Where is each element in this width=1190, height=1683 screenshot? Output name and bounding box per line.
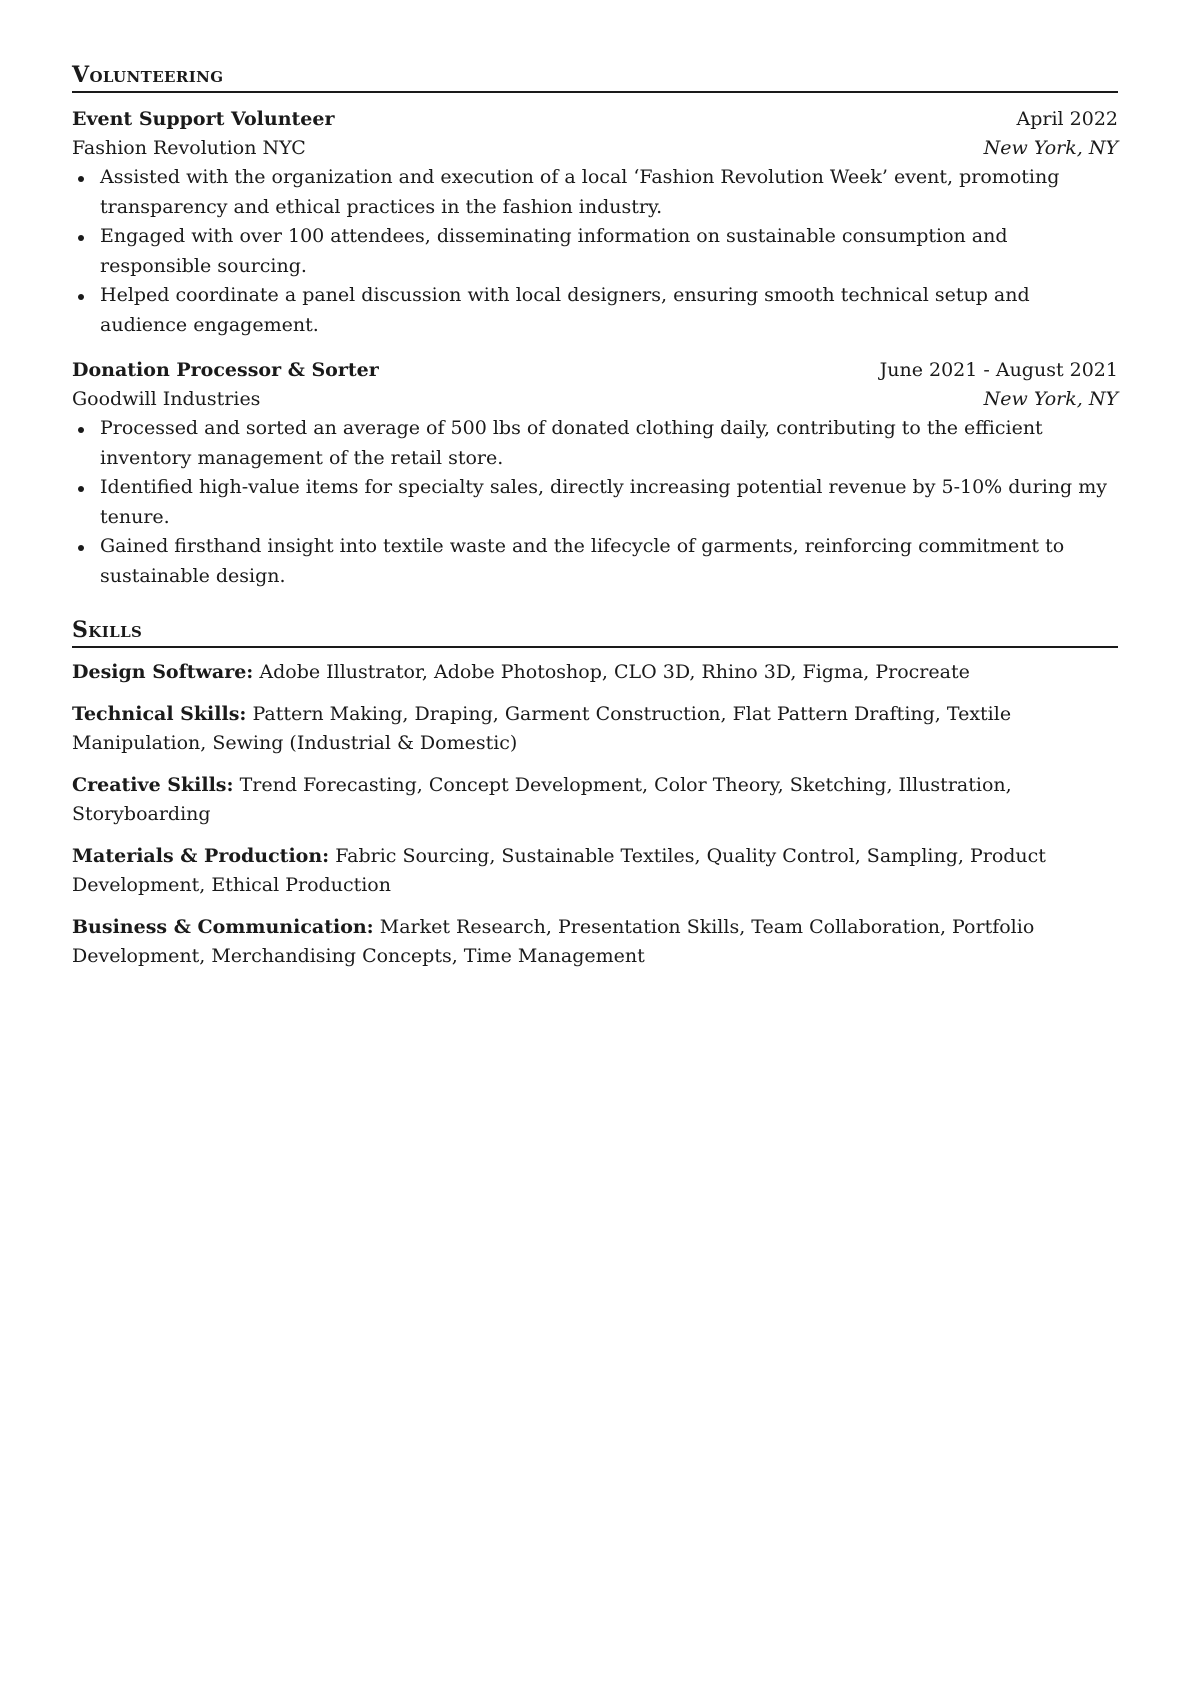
skill-line xyxy=(72,842,1118,901)
bullet-icon xyxy=(78,176,84,182)
skill-label: Materials & Production: xyxy=(72,844,330,867)
bullet-item xyxy=(72,532,1118,591)
entry-role: Donation Processor & Sorter xyxy=(72,359,379,381)
entry-bullets xyxy=(72,414,1118,591)
entry-organization: Goodwill Industries xyxy=(72,388,261,410)
skill-value: Pattern Making, Draping, Garment Construction, Flat Pattern Drafting, Textile Manipulation, Sewing (Industrial & Domestic) xyxy=(72,702,1012,754)
entry-role: Event Support Volunteer xyxy=(72,108,335,130)
bullet-text: Gained firsthand insight into textile waste and the lifecycle of garments, reinforcing commitment to sustainable design. xyxy=(100,535,1065,587)
skill-label: Technical Skills: xyxy=(72,702,247,725)
bullet-icon xyxy=(78,294,84,300)
volunteer-entry xyxy=(72,356,1118,591)
entry-location: New York, NY xyxy=(983,388,1118,410)
entry-location: New York, NY xyxy=(983,137,1118,159)
section-title-volunteering: Volunteering xyxy=(72,62,1118,93)
bullet-item xyxy=(72,222,1118,281)
entry-bullets xyxy=(72,163,1118,340)
section-title-skills: Skills xyxy=(72,617,1118,648)
bullet-text: Identified high-value items for specialty sales, directly increasing potential revenue by 5-10% during my tenure. xyxy=(100,476,1108,528)
bullet-item xyxy=(72,163,1118,222)
entry-date: April 2022 xyxy=(1016,108,1118,130)
bullet-item xyxy=(72,414,1118,473)
bullet-icon xyxy=(78,486,84,492)
bullet-item xyxy=(72,473,1118,532)
entry-organization: Fashion Revolution NYC xyxy=(72,137,306,159)
bullet-icon xyxy=(78,545,84,551)
resume-page xyxy=(72,62,1118,984)
entry-subheader xyxy=(72,385,1118,414)
entry-header xyxy=(72,105,1118,134)
skill-label: Business & Communication: xyxy=(72,915,374,938)
bullet-text: Engaged with over 100 attendees, disseminating information on sustainable consumption and responsible sourcing. xyxy=(100,225,1008,277)
skill-line xyxy=(72,700,1118,759)
entry-subheader xyxy=(72,134,1118,163)
skill-line xyxy=(72,913,1118,972)
bullet-icon xyxy=(78,235,84,241)
bullet-icon xyxy=(78,427,84,433)
skills-section xyxy=(72,617,1118,972)
skill-line xyxy=(72,658,1118,688)
volunteer-entry xyxy=(72,105,1118,340)
entry-header xyxy=(72,356,1118,385)
bullet-text: Helped coordinate a panel discussion with local designers, ensuring smooth technical setup and audience engagement. xyxy=(100,284,1030,336)
skill-value: Market Research, Presentation Skills, Team Collaboration, Portfolio Development, Merchandising Concepts, Time Management xyxy=(72,915,1035,967)
skill-value: Fabric Sourcing, Sustainable Textiles, Quality Control, Sampling, Product Development, Ethical Production xyxy=(72,844,1046,896)
skill-value: Adobe Illustrator, Adobe Photoshop, CLO 3D, Rhino 3D, Figma, Procreate xyxy=(259,661,970,683)
skill-line xyxy=(72,771,1118,830)
entry-date: June 2021 - August 2021 xyxy=(879,359,1118,381)
skill-label: Design Software: xyxy=(72,661,254,683)
skill-label: Creative Skills: xyxy=(72,773,234,796)
bullet-text: Processed and sorted an average of 500 lbs of donated clothing daily, contributing to the efficient inventory management of the retail store. xyxy=(100,417,1043,469)
skill-value: Trend Forecasting, Concept Development, Color Theory, Sketching, Illustration, Storyboarding xyxy=(72,773,1012,825)
bullet-text: Assisted with the organization and execution of a local ‘Fashion Revolution Week’ event, promoting transparency and ethical practices in the fashion industry. xyxy=(100,166,1060,218)
bullet-item xyxy=(72,281,1118,340)
skills-list xyxy=(72,658,1118,972)
volunteering-section xyxy=(72,62,1118,591)
